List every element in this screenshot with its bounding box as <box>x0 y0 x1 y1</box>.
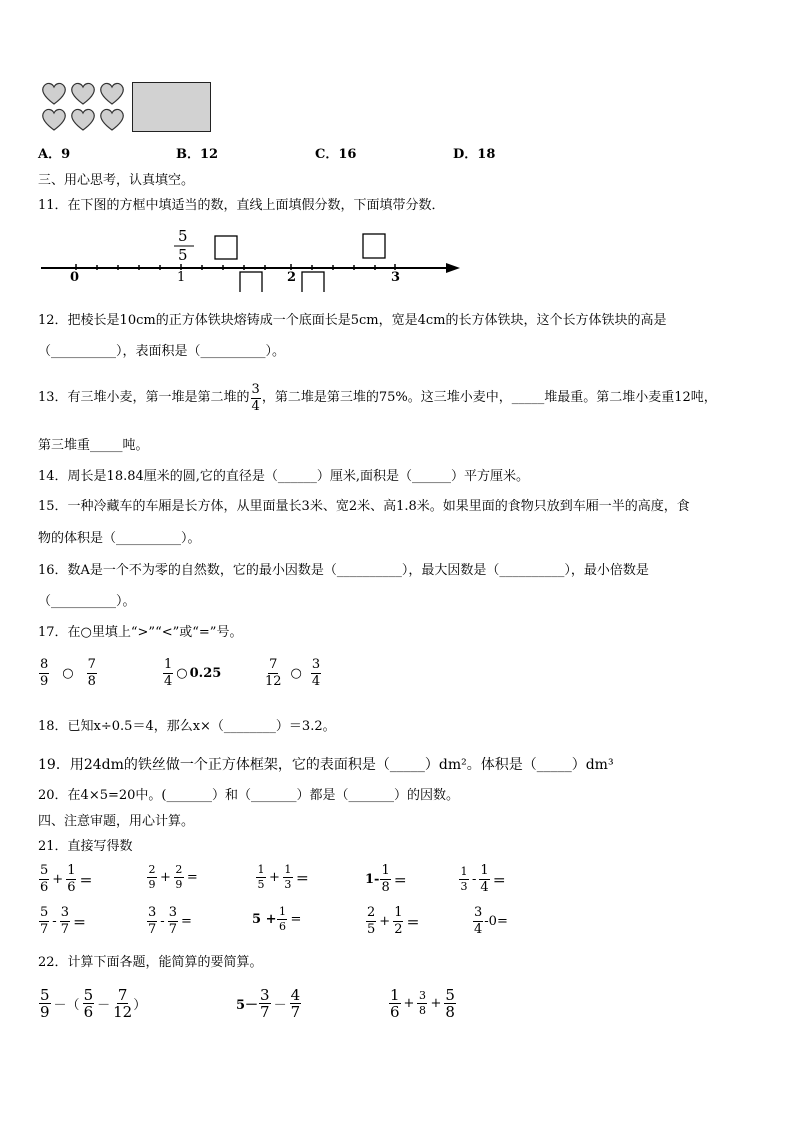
question-18: 18．已知x÷0.5＝4，那么x×（________）＝3.2。 <box>38 719 336 734</box>
fraction-numerator: 3 <box>168 905 177 920</box>
number-line-label-2: 2 <box>287 270 297 285</box>
fraction-numerator: 3 <box>251 381 260 397</box>
question-12-line-2: （__________），表面积是（__________）。 <box>38 344 286 359</box>
equals-sign: ＝ <box>72 916 86 931</box>
fraction-denominator: 8 <box>87 674 96 689</box>
fraction <box>479 864 489 895</box>
fraction-numerator: 7 <box>87 657 96 672</box>
prefix-number: 5 + <box>252 912 277 927</box>
fraction-denominator: 4 <box>474 922 483 937</box>
fraction-denominator: 7 <box>40 922 49 937</box>
calc-c3 <box>388 988 457 1019</box>
fraction-denominator: 6 <box>83 1003 94 1021</box>
option-d: D．18 <box>453 147 496 162</box>
fraction-denominator: 6 <box>278 920 286 933</box>
fraction <box>277 906 287 933</box>
equals-sign: = <box>180 914 192 929</box>
fraction-numerator: 1 <box>257 863 265 876</box>
number-line-label-0: 0 <box>70 270 80 285</box>
number-line-fraction-denominator: 5 <box>178 246 188 264</box>
equals-sign: ＝ <box>295 872 309 887</box>
fraction-numerator: 8 <box>40 657 49 672</box>
fraction-denominator: 4 <box>251 398 260 414</box>
fraction-denominator: 5 <box>257 878 265 891</box>
calc-b3 <box>252 906 303 933</box>
fraction <box>39 906 49 937</box>
fraction <box>147 864 157 891</box>
fraction <box>459 866 469 893</box>
question-13-line-1 <box>38 380 717 416</box>
close-paren: ） <box>133 998 147 1013</box>
fraction-numerator: 1 <box>460 865 468 878</box>
calc-c1 <box>38 988 146 1019</box>
compare-circle: ○ <box>62 666 74 681</box>
option-b: B．12 <box>176 147 219 162</box>
operator: + <box>403 996 415 1011</box>
operator: + <box>430 996 442 1011</box>
question-19: 19．用24dm的铁丝做一个正方体框架，它的表面积是（_____）dm²。体积是（_____）dm³ <box>38 757 614 773</box>
fraction <box>290 988 302 1019</box>
equals-sign: = <box>186 870 198 885</box>
fraction <box>393 906 403 937</box>
equals-sign: -0= <box>484 914 508 929</box>
question-14: 14．周长是18.84厘米的圆,它的直径是（______）厘米,面积是（______）平方厘米。 <box>38 469 530 484</box>
question-13-text-b: ，第二堆是第三堆的75%。这三堆小麦中，_____堆最重。第二堆小麦重12吨， <box>261 390 717 405</box>
fraction-numerator: 1 <box>67 863 76 878</box>
fraction <box>283 864 293 891</box>
fraction-denominator: 7 <box>168 922 177 937</box>
question-12-line-1: 12．把棱长是10cm的正方体铁块熔铸成一个底面长是5cm，宽是4cm的长方体铁块，这个长方体铁块的高是 <box>38 313 667 328</box>
fraction-numerator: 1 <box>381 863 390 878</box>
fraction <box>168 906 178 937</box>
fraction-denominator: 4 <box>480 880 489 895</box>
equals-sign: ＝ <box>393 874 407 889</box>
calc-a1 <box>38 864 94 895</box>
compare-circle: ○ <box>176 666 188 681</box>
compare-item-1 <box>38 658 98 689</box>
equals-sign: ＝ <box>79 874 93 889</box>
fraction-numerator: 3 <box>260 986 270 1004</box>
fraction <box>444 988 456 1019</box>
operator: - <box>160 914 165 929</box>
operator: + <box>379 914 391 929</box>
fraction-denominator: 9 <box>40 674 49 689</box>
fraction-denominator: 8 <box>418 1004 426 1017</box>
fraction-numerator: 3 <box>148 905 157 920</box>
question-21: 21．直接写得数 <box>38 839 133 854</box>
fraction <box>60 906 70 937</box>
question-13-text-a: 13．有三堆小麦，第一堆是第二堆的 <box>38 390 250 405</box>
fraction-denominator: 4 <box>164 674 173 689</box>
fraction-denominator: 4 <box>311 674 321 689</box>
fraction-numerator: 3 <box>418 989 426 1002</box>
question-11: 11．在下图的方框中填适当的数，直线上面填假分数，下面填带分数． <box>38 198 445 213</box>
fraction-denominator: 2 <box>394 922 403 937</box>
fraction-denominator: 3 <box>460 880 468 893</box>
fraction-numerator: 1 <box>480 863 489 878</box>
fraction <box>39 988 51 1019</box>
fraction-numerator: 2 <box>367 905 376 920</box>
fraction-denominator: 9 <box>148 878 156 891</box>
equals-sign: ＝ <box>492 874 506 889</box>
fraction-denominator: 8 <box>381 880 390 895</box>
calc-a3 <box>255 864 311 891</box>
prefix-number: 5－ <box>236 998 259 1013</box>
fraction-numerator: 3 <box>474 905 483 920</box>
fraction <box>83 988 95 1019</box>
fraction-denominator: 8 <box>445 1003 455 1021</box>
fraction <box>389 988 401 1019</box>
section-3-title: 三、用心思考，认真填空。 <box>38 173 195 188</box>
calc-b4 <box>365 906 421 937</box>
fraction <box>417 990 427 1017</box>
fraction-denominator: 12 <box>113 1003 133 1021</box>
fraction-numerator: 1 <box>164 657 173 672</box>
fraction-denominator: 6 <box>67 880 76 895</box>
fraction-denominator: 5 <box>367 922 376 937</box>
number-line-label-3: 3 <box>391 270 401 285</box>
calc-b2 <box>146 906 194 937</box>
fraction <box>366 906 376 937</box>
operator: － <box>273 998 287 1013</box>
question-20: 20．在4×5=20中。(_______）和（_______）都是（_______）的因数。 <box>38 788 459 803</box>
fraction-numerator: 1 <box>278 905 286 918</box>
prefix-number: 1- <box>365 872 380 887</box>
fraction-numerator: 4 <box>290 986 301 1004</box>
fraction-denominator: 6 <box>40 880 49 895</box>
calc-b5 <box>472 906 508 937</box>
fraction-numerator: 2 <box>175 863 183 876</box>
operator: －（ <box>53 998 80 1013</box>
fraction <box>256 864 266 891</box>
operator: + <box>52 872 64 887</box>
fraction <box>174 864 184 891</box>
fraction-denominator: 9 <box>40 1003 50 1021</box>
question-16-line-2: （__________）。 <box>38 594 136 609</box>
fraction-numerator: 5 <box>445 986 455 1004</box>
fraction-numerator: 1 <box>394 905 403 920</box>
calc-a2 <box>146 864 200 891</box>
compare-circle: ○ <box>290 666 302 681</box>
fraction-numerator: 1 <box>390 986 400 1004</box>
fraction-numerator: 5 <box>83 986 94 1004</box>
fraction <box>66 864 76 895</box>
fraction-denominator: 6 <box>390 1003 400 1021</box>
question-15-line-2: 物的体积是（__________）。 <box>38 531 201 546</box>
operator: － <box>97 998 111 1013</box>
option-c: C．16 <box>315 147 357 162</box>
equals-sign: = <box>290 912 302 927</box>
operator: + <box>269 870 280 885</box>
fraction-denominator: 9 <box>175 878 183 891</box>
fraction <box>147 906 157 937</box>
fraction-numerator: 7 <box>117 986 128 1004</box>
section-4-title: 四、注意审题，用心计算。 <box>38 814 195 829</box>
fraction <box>39 864 49 895</box>
fraction-numerator: 7 <box>269 657 278 672</box>
number-line <box>38 226 468 292</box>
fraction-denominator: 7 <box>148 922 157 937</box>
question-16-line-1: 16．数A是一个不为零的自然数，它的最小因数是（__________），最大因数是（__________），最小倍数是 <box>38 563 649 578</box>
equals-sign: ＝ <box>406 916 420 931</box>
fraction-denominator: 3 <box>284 878 292 891</box>
fraction-denominator: 7 <box>60 922 69 937</box>
calc-a4 <box>365 864 409 895</box>
number-line-label-1: 1 <box>177 270 186 285</box>
grey-rectangle-figure <box>132 82 211 132</box>
fraction <box>311 658 321 689</box>
question-17: 17．在○里填上“>”“<”或“=”号。 <box>38 625 243 640</box>
compare-item-3 <box>264 658 322 689</box>
calc-c2 <box>236 988 302 1019</box>
operator: - <box>52 914 57 929</box>
fraction <box>380 864 390 895</box>
question-22: 22．计算下面各题，能简算的要简算。 <box>38 955 263 970</box>
fraction <box>473 906 483 937</box>
calc-b1 <box>38 906 88 937</box>
fraction <box>39 658 49 689</box>
fraction-numerator: 5 <box>40 986 50 1004</box>
option-a: A．9 <box>38 147 71 162</box>
fraction-numerator: 2 <box>148 863 156 876</box>
fraction <box>163 658 173 689</box>
hearts-figure <box>40 80 130 134</box>
calc-a5 <box>458 864 508 895</box>
decimal-value: 0.25 <box>189 666 222 681</box>
question-15-line-1: 15．一种冷藏车的车厢是长方体，从里面量长3米、宽2米、高1.8米。如果里面的食物只放到车厢一半的高度，食 <box>38 499 690 514</box>
fraction-numerator: 3 <box>60 905 69 920</box>
fraction-numerator: 3 <box>311 657 321 672</box>
fraction-denominator: 7 <box>260 1003 270 1021</box>
fraction <box>87 658 97 689</box>
operator: + <box>160 870 171 885</box>
fraction-numerator: 1 <box>284 863 292 876</box>
fraction <box>265 658 282 689</box>
fraction-numerator: 5 <box>40 863 49 878</box>
number-line-fraction-numerator: 5 <box>178 227 188 245</box>
compare-item-2 <box>162 658 221 689</box>
fraction <box>113 988 132 1019</box>
question-13-fraction <box>251 383 261 414</box>
fraction-denominator: 12 <box>265 674 282 689</box>
fraction-denominator: 7 <box>290 1003 301 1021</box>
operator: - <box>472 872 477 887</box>
fraction <box>259 988 271 1019</box>
question-13-line-2: 第三堆重_____吨。 <box>38 438 149 453</box>
fraction-numerator: 5 <box>40 905 49 920</box>
